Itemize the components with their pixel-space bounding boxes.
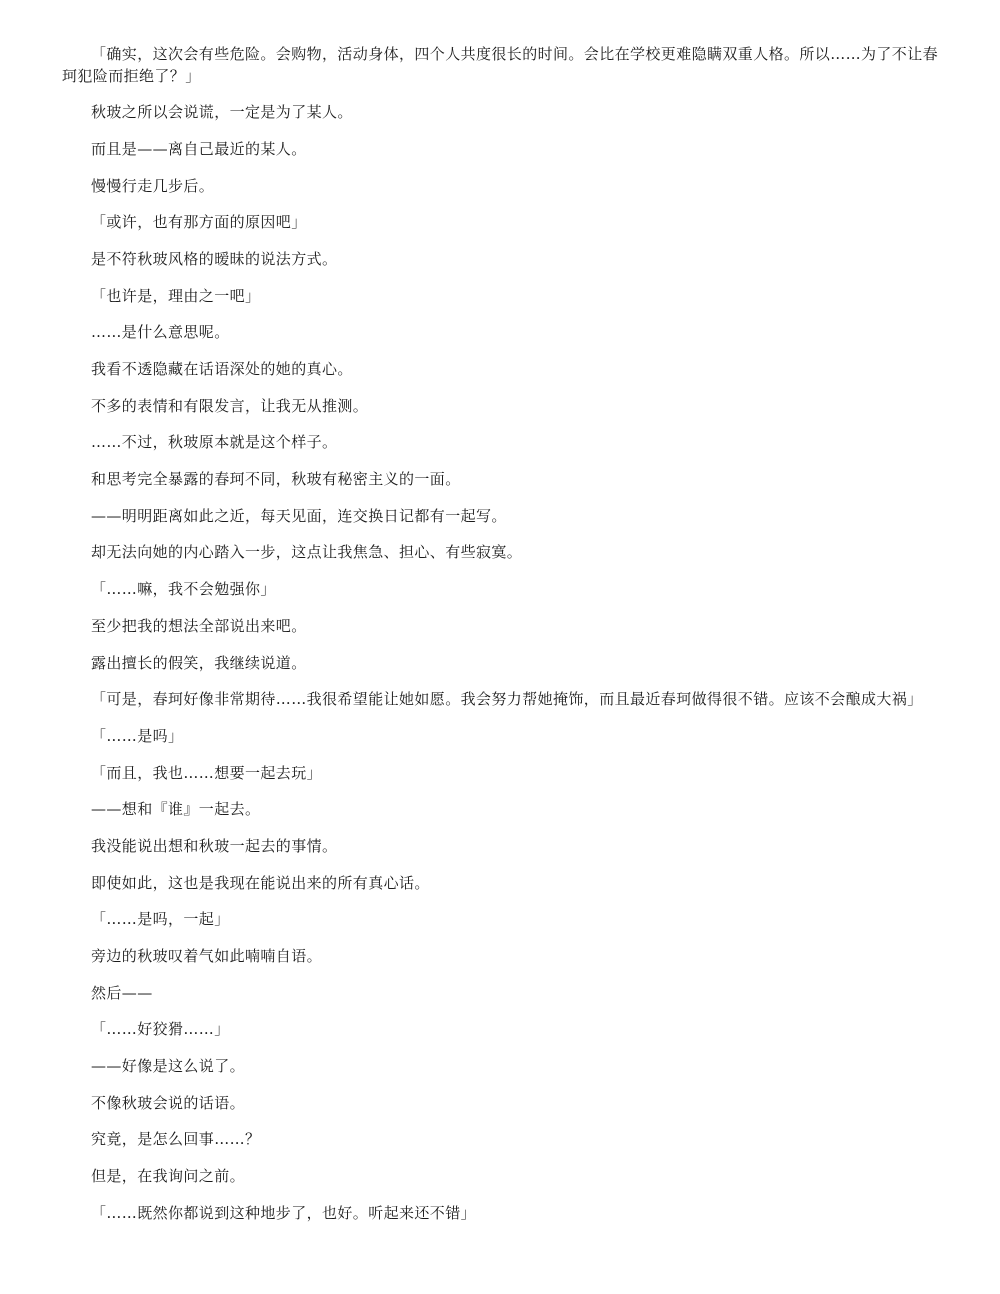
paragraph: 不多的表情和有限发言，让我无从推测。 — [91, 396, 369, 415]
paragraph: 露出擅长的假笑，我继续说道。 — [91, 653, 307, 672]
paragraph: 但是，在我询问之前。 — [91, 1167, 246, 1186]
paragraph: 「确实，这次会有些危险。会购物，活动身体，四个人共度很长的时间。会比在学校更难隐瞒双重人格。所以……为了不让春珂犯险而拒绝了？」 — [62, 45, 939, 85]
paragraph: 至少把我的想法全部说出来吧。 — [91, 616, 307, 635]
paragraph: 我看不透隐藏在话语深处的她的真心。 — [91, 360, 353, 378]
paragraph: ……是什么意思呢。 — [91, 323, 230, 342]
paragraph: 是不符秋玻风格的暧昧的说法方式。 — [91, 249, 338, 268]
paragraph: 却无法向她的内心踏入一步，这点让我焦急、担心、有些寂寞。 — [91, 543, 523, 562]
paragraph: 慢慢行走几步后。 — [91, 176, 215, 195]
paragraph: 「……是吗」 — [91, 726, 184, 745]
paragraph: ——明明距离如此之近，每天见面，连交换日记都有一起写。 — [91, 506, 507, 525]
paragraph: 秋玻之所以会说谎，一定是为了某人。 — [91, 103, 353, 122]
paragraph: 而且是——离自己最近的某人。 — [91, 139, 307, 158]
paragraph: 「也许是，理由之一吧」 — [91, 286, 261, 305]
paragraph: 和思考完全暴露的春珂不同，秋玻有秘密主义的一面。 — [91, 470, 461, 489]
paragraph: ——好像是这么说了。 — [91, 1057, 246, 1076]
paragraph: 「……是吗，一起」 — [91, 910, 230, 929]
paragraph: 「……既然你都说到这种地步了，也好。听起来还不错」 — [91, 1203, 477, 1222]
paragraph: 「……好狡猾……」 — [91, 1020, 230, 1039]
paragraph: 「而且，我也……想要一起去玩」 — [91, 763, 323, 782]
paragraph: ——想和『谁』一起去。 — [91, 800, 261, 819]
paragraph: 究竟，是怎么回事……？ — [91, 1130, 261, 1149]
paragraph: 不像秋玻会说的话语。 — [91, 1093, 246, 1112]
paragraph: 「可是，春珂好像非常期待……我很希望能让她如愿。我会努力帮她掩饰，而且最近春珂做得很不错。应该不会酿成大祸」 — [91, 690, 923, 709]
paragraph: 我没能说出想和秋玻一起去的事情。 — [91, 836, 338, 855]
paragraph: ……不过，秋玻原本就是这个样子。 — [91, 433, 338, 452]
paragraph: 即使如此，这也是我现在能说出来的所有真心话。 — [91, 873, 430, 892]
paragraph: 「或许，也有那方面的原因吧」 — [91, 213, 307, 232]
paragraph: 旁边的秋玻叹着气如此喃喃自语。 — [91, 947, 323, 965]
paragraph: 然后—— — [91, 983, 153, 1002]
paragraph: 「……嘛，我不会勉强你」 — [91, 580, 276, 599]
